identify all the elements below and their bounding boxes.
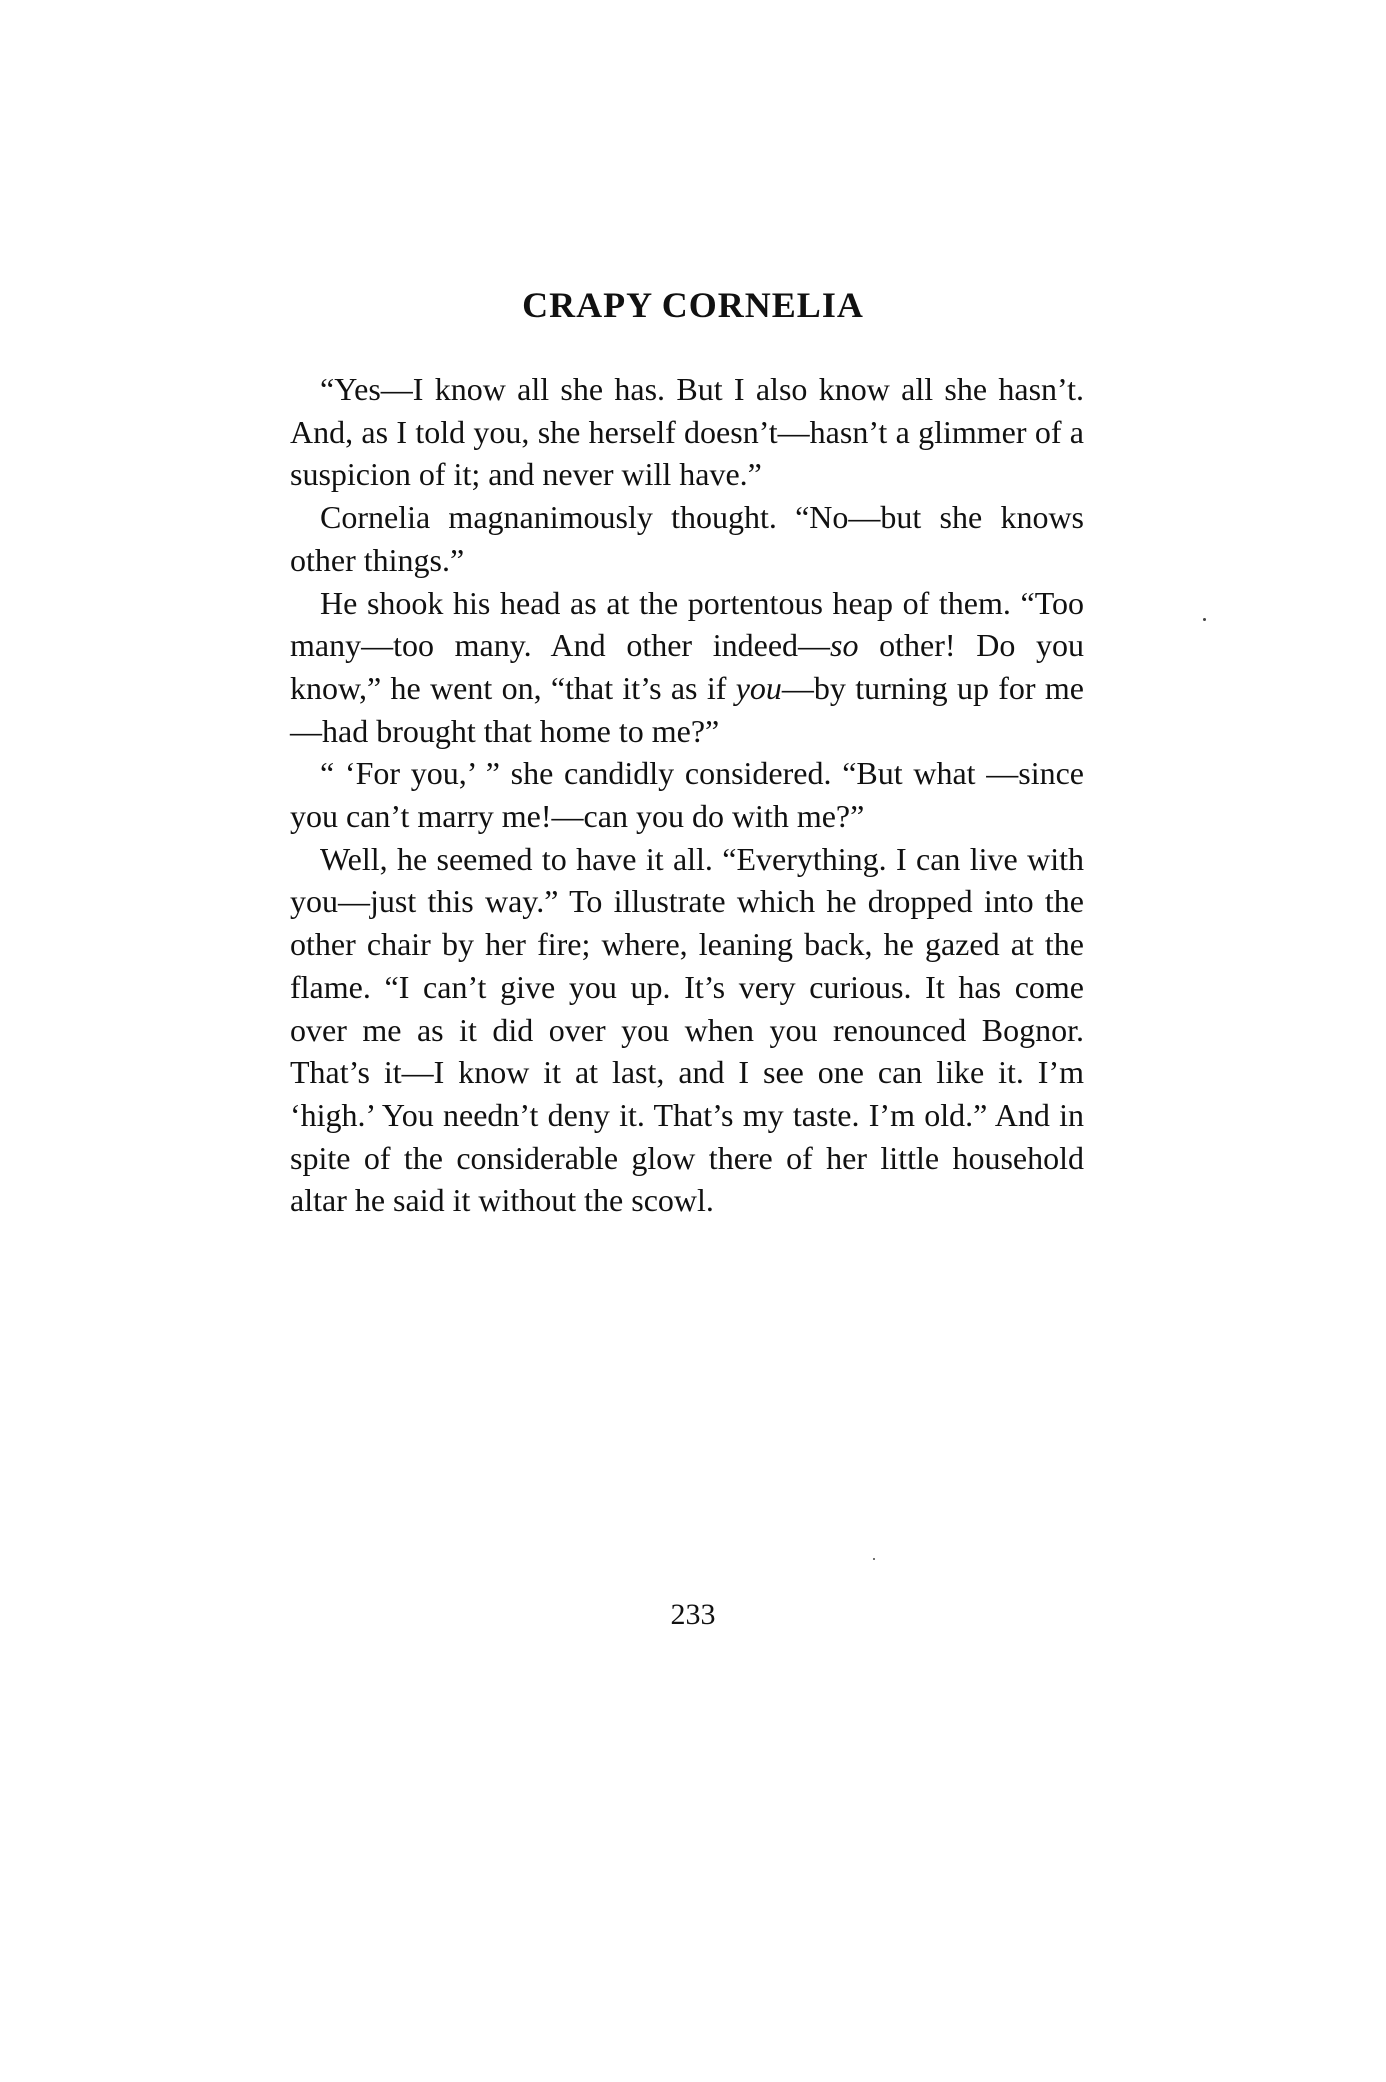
ink-speck <box>873 1558 875 1560</box>
paragraph-text: —by turning up for me—had brought that home to me?” <box>290 669 1084 749</box>
paragraph-text: “ ‘For you,’ ” she candidly considered. “But what —since you can’t marry me!—can you do with me?” <box>290 755 1084 835</box>
paragraph-text: “Yes—I know all she has. But I also know all she hasn’t. And, as I told you, she herself doesn’t—hasn’t a glimmer of a suspicion of it; and never will have.” <box>290 371 1084 493</box>
paragraph <box>290 838 1084 1222</box>
italic-text: you <box>735 669 782 706</box>
paragraph-text: He shook his head as at the portentous heap of them. “Too many—too many. And other indeed— <box>290 584 1084 664</box>
body-text <box>290 368 1084 1222</box>
page-number: 233 <box>670 1598 716 1631</box>
paragraph-text: Cornelia magnanimously thought. “No—but she knows other things.” <box>290 499 1084 578</box>
ink-speck <box>1203 618 1206 621</box>
paragraph <box>290 496 1084 581</box>
running-head: CRAPY CORNELIA <box>522 285 864 325</box>
paragraph <box>290 752 1084 837</box>
paragraph <box>290 368 1084 496</box>
paragraph <box>290 582 1084 753</box>
paragraph-text: other! Do you know,” he went on, “that it’s as if <box>290 627 1085 706</box>
italic-text: so <box>830 627 859 664</box>
paragraph-text: Well, he seemed to have it all. “Everything. I can live with you—just this way.” To illustrate which he dropped into the other chair by her fire; where, leaning back, he gazed at the flame. “I can’t give you up. It’s very curious. It has come over me as it did over you when you renounced Bognor. That’s it—I know it at last, and I see one can like it. I’m ‘high.’ You needn’t deny it. That’s my taste. I’m old.” And in spite of the considerable glow there of her little household altar he said it without the scowl. <box>290 840 1084 1219</box>
